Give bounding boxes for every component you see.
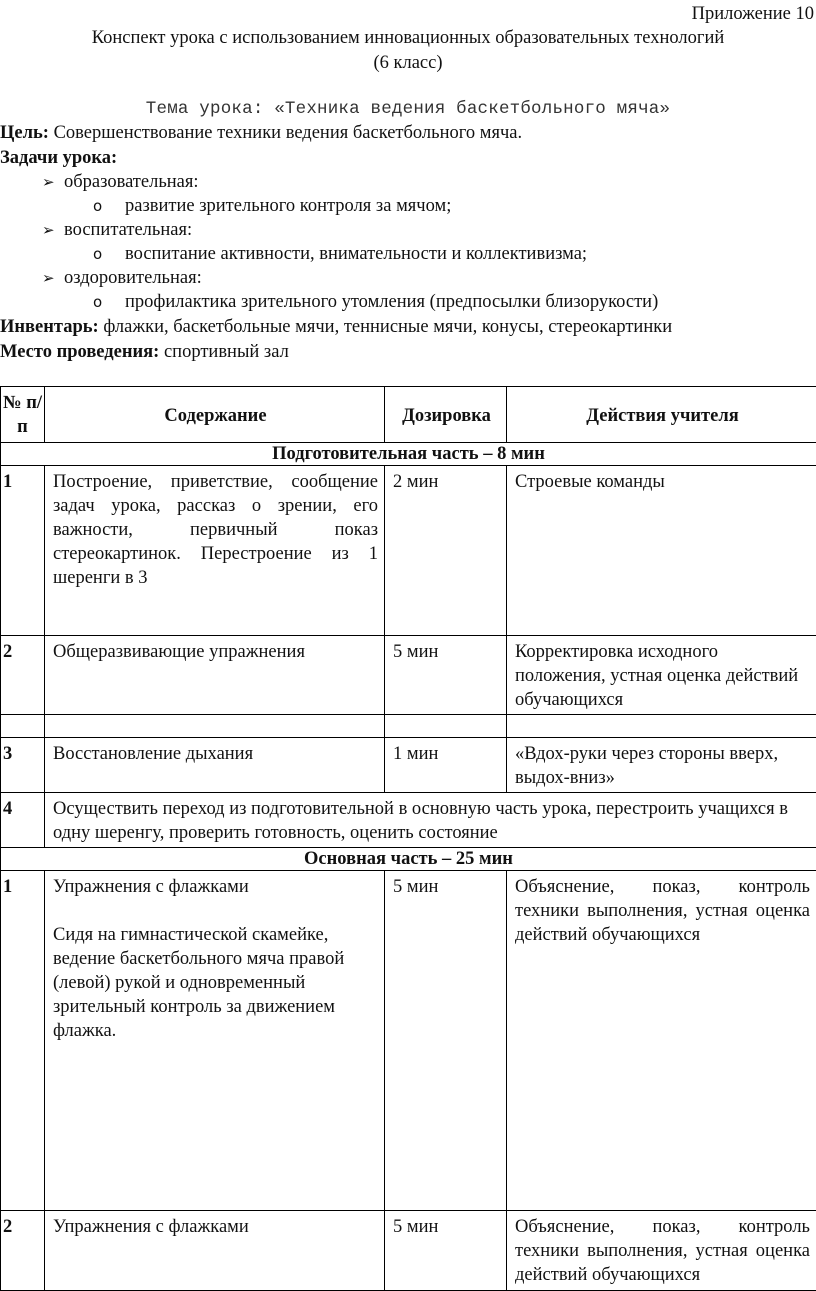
row-content: Общеразвивающие упражнения [45, 636, 385, 715]
row-number: 1 [1, 466, 45, 636]
header-content: Содержание [45, 387, 385, 443]
document-subtitle: (6 класс) [0, 51, 816, 75]
row-content: Упражнения с флажками [45, 1211, 385, 1291]
table-header-row [1, 387, 816, 443]
task-category-label: оздоровительная: [64, 268, 202, 288]
row-dose: 1 мин [385, 738, 507, 793]
header-actions: Действия учителя [507, 387, 816, 443]
task-category-label: образовательная: [64, 172, 199, 192]
arrow-bullet-icon: ➢ [42, 170, 64, 194]
row-number: 3 [1, 738, 45, 793]
row-number: 2 [1, 1211, 45, 1291]
task-item-text: воспитание активности, внимательности и коллективизма; [125, 244, 587, 264]
table-row [1, 466, 816, 636]
document-title: Конспект урока с использованием инновационных образовательных технологий [0, 26, 816, 50]
section-title: Подготовительная часть – 8 мин [1, 443, 816, 466]
row-actions: Строевые команды [507, 466, 816, 636]
task-category [42, 218, 192, 242]
tasks-label: Задачи урока: [0, 148, 117, 168]
goal-line [0, 121, 522, 145]
row-dose: 5 мин [385, 871, 507, 1211]
task-item [93, 290, 658, 314]
tasks-heading [0, 146, 117, 170]
table-row [1, 793, 816, 848]
table-row [1, 1211, 816, 1291]
empty-row [1, 715, 816, 738]
appendix-label: Приложение 10 [692, 2, 814, 26]
row-content [45, 871, 385, 1211]
place-label: Место проведения: [0, 342, 159, 362]
task-category-label: воспитательная: [64, 220, 192, 240]
task-category [42, 170, 199, 194]
table-row [1, 871, 816, 1211]
row-number: 1 [1, 871, 45, 1211]
inventory-line [0, 315, 672, 339]
task-item [93, 242, 587, 266]
row-content: Осуществить переход из подготовительной в основную часть урока, перестроить учащихся в одну шеренгу, проверить готовность, оценить состояние [45, 793, 816, 848]
circle-bullet-icon: o [93, 242, 125, 266]
row-content: Построение, приветствие, сообщение задач урока, рассказ о зрении, его важности, первичный показ стереокартинок. Перестроение из 1 шеренги в 3 [45, 466, 385, 636]
circle-bullet-icon: o [93, 290, 125, 314]
arrow-bullet-icon: ➢ [42, 266, 64, 290]
header-dose: Дозировка [385, 387, 507, 443]
section-row [1, 848, 816, 871]
row-actions: «Вдох-руки через стороны вверх, выдох-вниз» [507, 738, 816, 793]
header-num: № п/п [1, 387, 45, 443]
task-item-text: профилактика зрительного утомления (предпосылки близорукости) [125, 292, 658, 312]
goal-label: Цель: [0, 123, 49, 143]
row-number: 2 [1, 636, 45, 715]
row-dose: 5 мин [385, 636, 507, 715]
task-item [93, 194, 451, 218]
table-row [1, 636, 816, 715]
section-title: Основная часть – 25 мин [1, 848, 816, 871]
inventory-text: флажки, баскетбольные мячи, теннисные мячи, конусы, стереокартинки [99, 317, 672, 337]
place-line [0, 340, 289, 364]
row-number: 4 [1, 793, 45, 848]
lesson-topic: Тема урока: «Техника ведения баскетбольного мяча» [0, 97, 816, 121]
circle-bullet-icon: o [93, 194, 125, 218]
task-category [42, 266, 202, 290]
row-actions: Объяснение, показ, контроль техники выполнения, устная оценка действий обучающихся [507, 871, 816, 1211]
row-dose: 5 мин [385, 1211, 507, 1291]
table-row [1, 738, 816, 793]
task-item-text: развитие зрительного контроля за мячом; [125, 196, 451, 216]
section-row [1, 443, 816, 466]
place-text: спортивный зал [159, 342, 288, 362]
row-content: Восстановление дыхания [45, 738, 385, 793]
exercise-title: Упражнения с флажками [53, 875, 378, 899]
row-dose: 2 мин [385, 466, 507, 636]
row-actions: Объяснение, показ, контроль техники выполнения, устная оценка действий обучающихся [507, 1211, 816, 1291]
exercise-description: Сидя на гимнастической скамейке, ведение баскетбольного мяча правой (левой) рукой и одновременный зрительный контроль за движением флажка. [53, 923, 378, 1043]
row-actions: Корректировка исходного положения, устная оценка действий обучающихся [507, 636, 816, 715]
goal-text: Совершенствование техники ведения баскетбольного мяча. [49, 123, 522, 143]
arrow-bullet-icon: ➢ [42, 218, 64, 242]
inventory-label: Инвентарь: [0, 317, 99, 337]
lesson-plan-table [0, 386, 816, 1291]
